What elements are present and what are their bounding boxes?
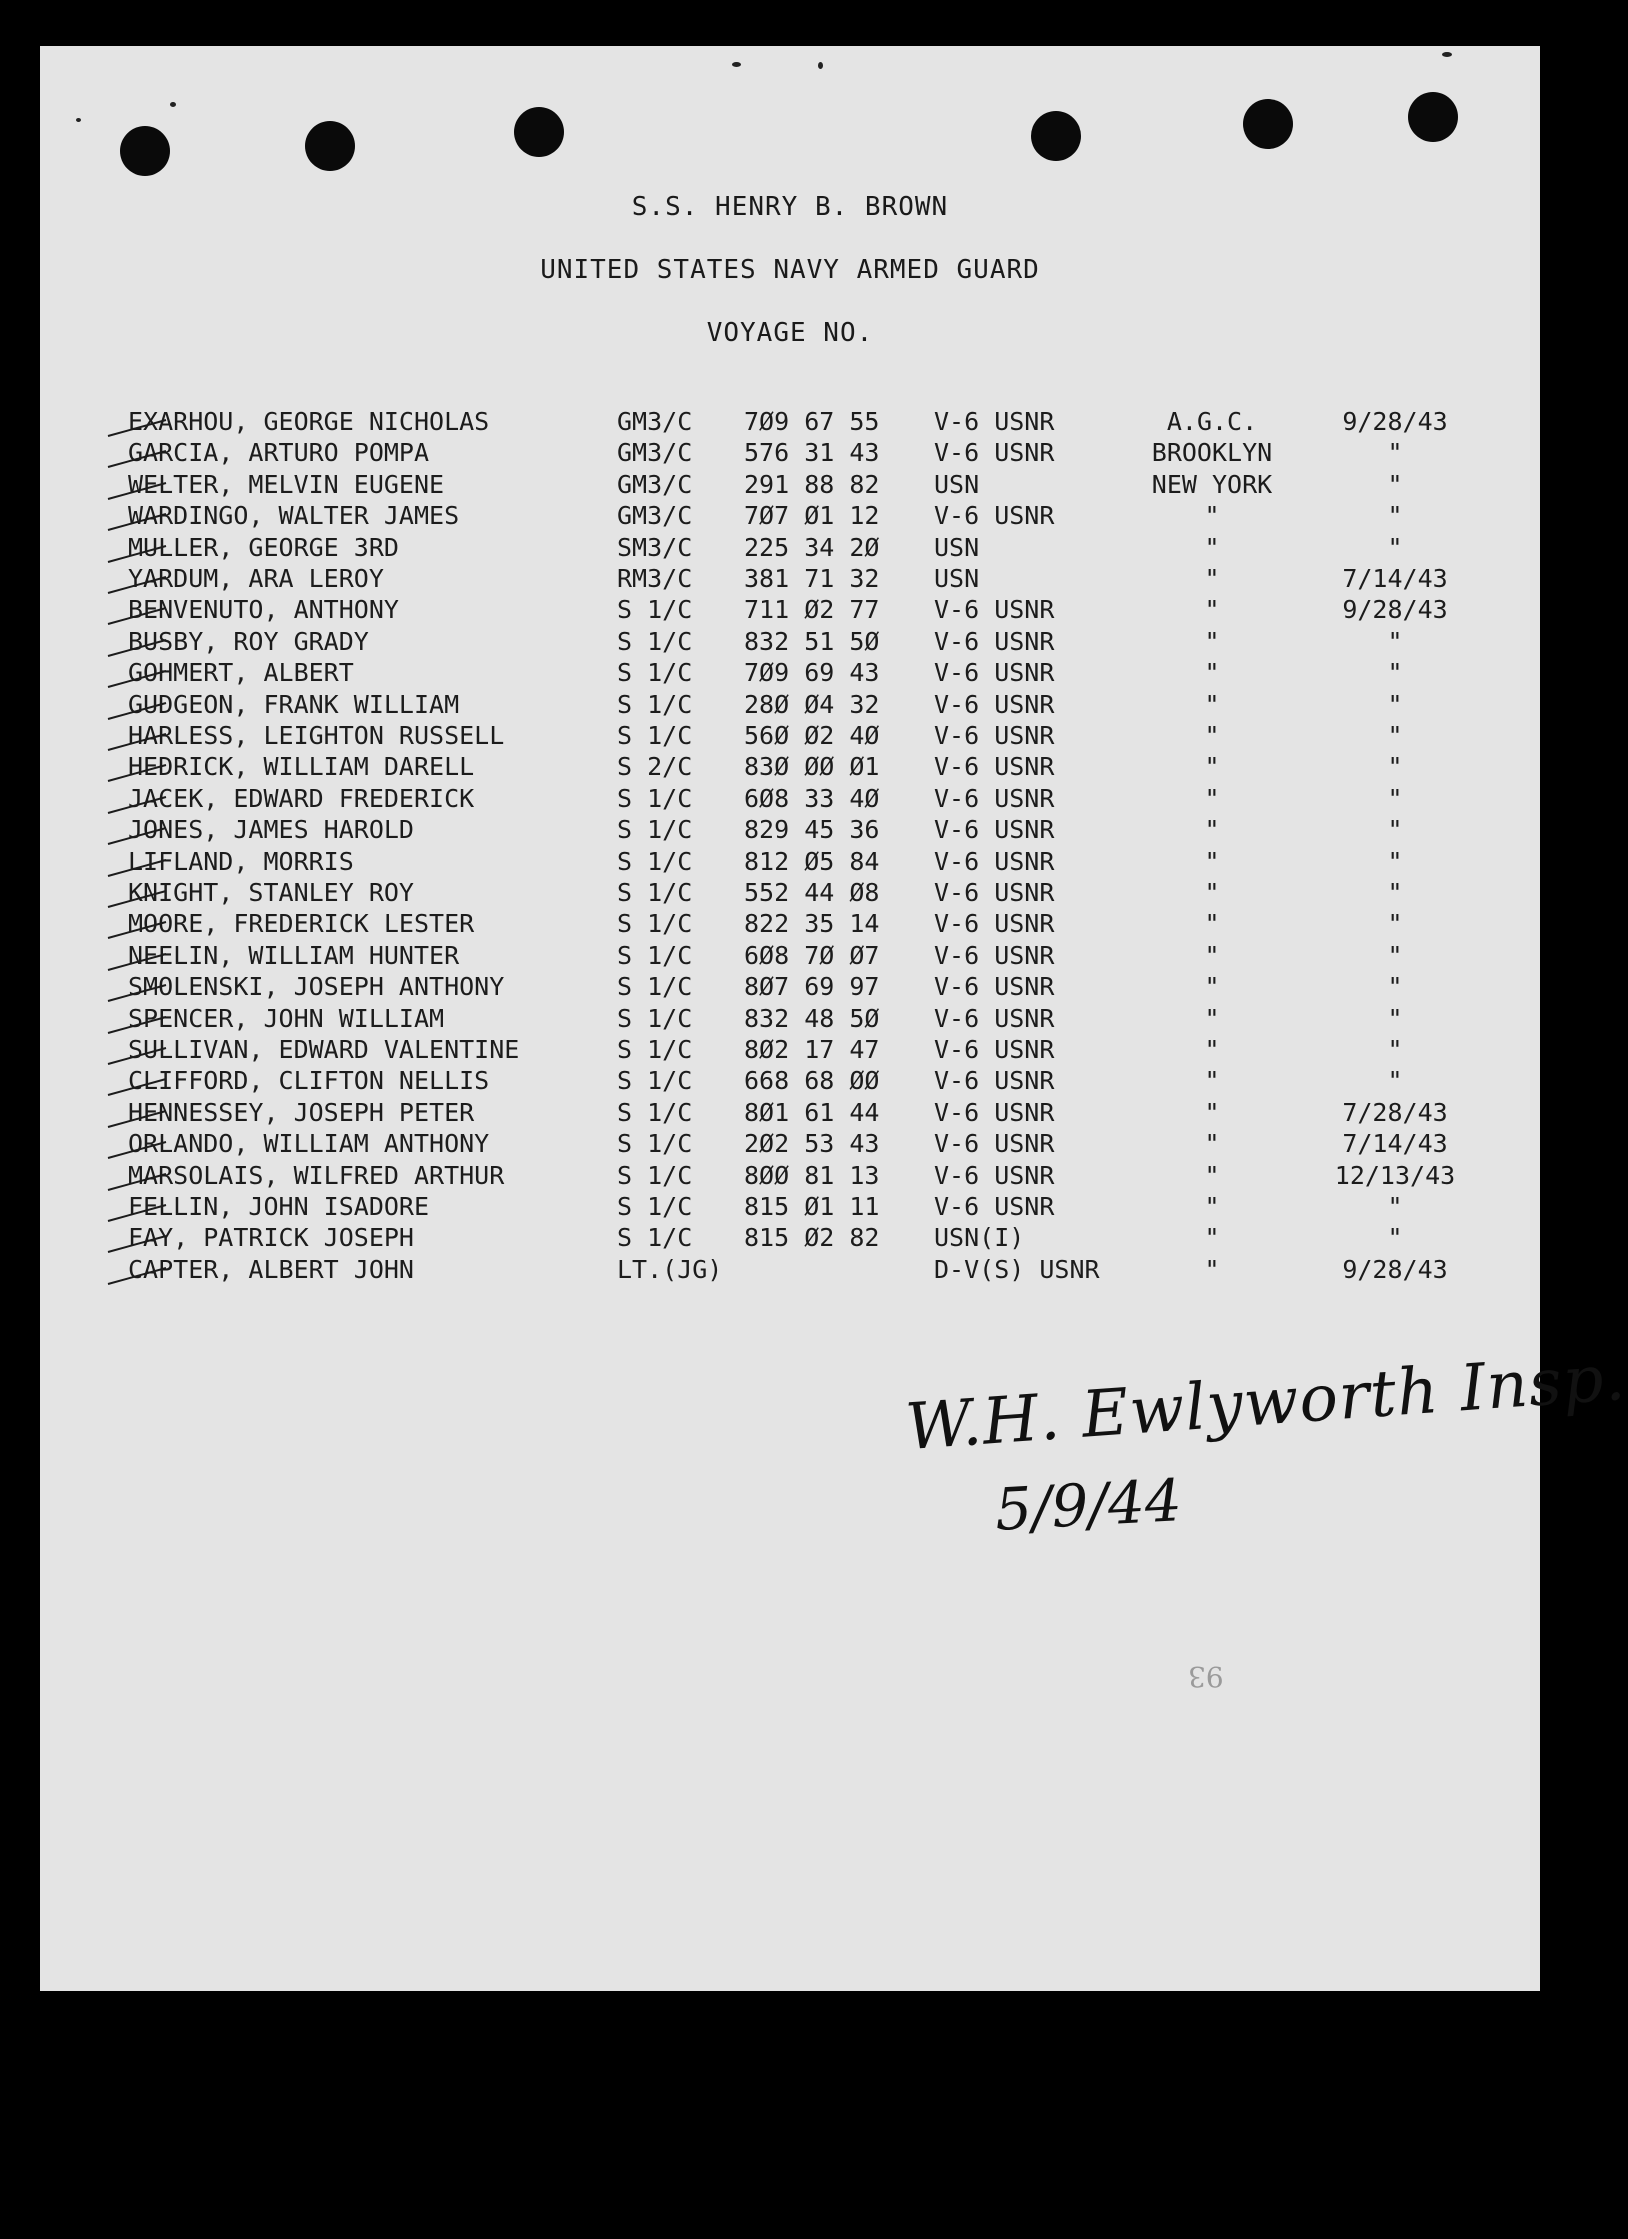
service-number: 8Ø7 69 97	[744, 972, 880, 1002]
receiving-station: "	[1204, 721, 1220, 750]
report-date: 12/13/43	[1334, 1160, 1456, 1190]
roster-row	[40, 657, 1540, 688]
inspector-signature	[903, 1340, 1628, 1656]
service-number: 7Ø9 67 55	[744, 407, 880, 436]
receiving-station: "	[1204, 752, 1220, 782]
receiving-station: "	[1204, 909, 1220, 939]
report-date: "	[1387, 752, 1403, 782]
receiving-station: "	[1204, 1223, 1220, 1253]
report-date: "	[1387, 689, 1403, 719]
receiving-station: "	[1204, 972, 1220, 1002]
service-number: 381 71 32	[744, 564, 880, 593]
crew-rate: S 2/C	[617, 752, 693, 782]
crew-rate: S 1/C	[617, 658, 693, 688]
crew-name: BENVENUTO, ANTHONY	[128, 595, 399, 625]
service-class: V-6 USNR	[934, 658, 1055, 688]
roster-row	[40, 783, 1540, 814]
report-date: 9/28/43	[1342, 595, 1448, 625]
service-number: 711 Ø2 77	[744, 595, 880, 625]
crew-rate: RM3/C	[617, 564, 693, 593]
receiving-station: "	[1204, 815, 1220, 845]
receiving-station: "	[1204, 1192, 1220, 1221]
roster-row	[40, 1128, 1540, 1159]
service-class: USN	[934, 532, 980, 562]
service-number: 6Ø8 7Ø Ø7	[744, 940, 880, 970]
report-date: "	[1387, 846, 1403, 876]
service-class: V-6 USNR	[934, 1097, 1055, 1127]
report-date: "	[1387, 940, 1403, 970]
crew-rate: S 1/C	[617, 1066, 693, 1096]
unit-heading: UNITED STATES NAVY ARMED GUARD	[540, 255, 1040, 285]
roster-row	[40, 469, 1540, 500]
service-number: 576 31 43	[744, 438, 880, 468]
roster-row	[40, 437, 1540, 468]
receiving-station: NEW YORK	[1151, 469, 1273, 499]
crew-name: KNIGHT, STANLEY ROY	[128, 878, 414, 907]
receiving-station: "	[1204, 689, 1220, 719]
service-class: USN	[934, 469, 980, 499]
crew-rate: S 1/C	[617, 595, 693, 625]
crew-rate: S 1/C	[617, 721, 693, 750]
receiving-station: A.G.C.	[1166, 407, 1258, 436]
crew-name: HARLESS, LEIGHTON RUSSELL	[128, 721, 505, 750]
report-date: 7/28/43	[1342, 1097, 1448, 1127]
document-page	[40, 46, 1628, 1991]
service-number: 56Ø Ø2 4Ø	[744, 721, 880, 750]
report-date: 7/14/43	[1342, 1129, 1448, 1159]
crew-name: GARCIA, ARTURO POMPA	[128, 438, 430, 468]
crew-roster	[40, 46, 1540, 1284]
receiving-station: BROOKLYN	[1151, 438, 1273, 468]
crew-name: HEDRICK, WILLIAM DARELL	[128, 752, 475, 782]
roster-row	[40, 1034, 1540, 1065]
receiving-station: "	[1204, 626, 1220, 656]
service-number: 225 34 2Ø	[744, 532, 880, 562]
report-date: "	[1387, 501, 1403, 531]
service-class: V-6 USNR	[934, 1066, 1055, 1096]
crew-rate: GM3/C	[617, 407, 693, 436]
crew-rate: S 1/C	[617, 940, 693, 970]
roster-row	[40, 1254, 1540, 1285]
crew-name: EXARHOU, GEORGE NICHOLAS	[128, 407, 490, 436]
report-date: "	[1387, 469, 1403, 499]
crew-rate: S 1/C	[617, 1003, 693, 1033]
voyage-heading: VOYAGE NO.	[706, 318, 874, 348]
crew-name: MOORE, FREDERICK LESTER	[128, 909, 475, 939]
roster-row	[40, 406, 1540, 437]
crew-name: FAY, PATRICK JOSEPH	[128, 1223, 414, 1253]
report-date: "	[1387, 909, 1403, 939]
service-number: 8Ø1 61 44	[744, 1097, 880, 1127]
service-class: V-6 USNR	[934, 878, 1055, 907]
receiving-station: "	[1204, 1066, 1220, 1096]
roster-row	[40, 594, 1540, 625]
crew-rate: S 1/C	[617, 1223, 693, 1253]
roster-row	[40, 1003, 1540, 1034]
service-class: V-6 USNR	[934, 783, 1055, 813]
service-number: 812 Ø5 84	[744, 846, 880, 876]
signature-name: W.H. Ewlyworth Insp.	[903, 1340, 1628, 1466]
roster-row	[40, 720, 1540, 751]
crew-rate: S 1/C	[617, 1035, 693, 1064]
crew-rate: GM3/C	[617, 438, 693, 468]
report-date: "	[1387, 972, 1403, 1002]
ship-name-heading: S.S. HENRY B. BROWN	[631, 192, 949, 222]
crew-rate: S 1/C	[617, 689, 693, 719]
service-number: 291 88 82	[744, 469, 880, 499]
crew-name: CLIFFORD, CLIFTON NELLIS	[128, 1066, 490, 1096]
receiving-station: "	[1204, 940, 1220, 970]
report-date: "	[1387, 878, 1403, 907]
crew-rate: LT.(JG)	[617, 1254, 723, 1284]
receiving-station: "	[1204, 1035, 1220, 1064]
receiving-station: "	[1204, 1003, 1220, 1033]
receiving-station: "	[1204, 1097, 1220, 1127]
report-date: "	[1387, 1066, 1403, 1096]
crew-name: NEELIN, WILLIAM HUNTER	[128, 940, 460, 970]
service-class: V-6 USNR	[934, 407, 1055, 436]
service-class: V-6 USNR	[934, 1003, 1055, 1033]
roster-row	[40, 940, 1540, 971]
crew-name: CAPTER, ALBERT JOHN	[128, 1254, 414, 1284]
receiving-station: "	[1204, 1254, 1220, 1284]
service-number: 7Ø7 Ø1 12	[744, 501, 880, 531]
report-date: 9/28/43	[1342, 1254, 1448, 1284]
roster-row	[40, 971, 1540, 1002]
service-number: 6Ø8 33 4Ø	[744, 783, 880, 813]
receiving-station: "	[1204, 564, 1220, 593]
service-number: 552 44 Ø8	[744, 878, 880, 907]
service-class: V-6 USNR	[934, 501, 1055, 531]
crew-name: SPENCER, JOHN WILLIAM	[128, 1003, 445, 1033]
roster-row	[40, 1065, 1540, 1096]
service-number: 28Ø Ø4 32	[744, 689, 880, 719]
receiving-station: "	[1204, 783, 1220, 813]
crew-rate: S 1/C	[617, 878, 693, 907]
crew-rate: S 1/C	[617, 783, 693, 813]
crew-rate: S 1/C	[617, 1192, 693, 1221]
roster-row	[40, 1191, 1540, 1222]
service-class: V-6 USNR	[934, 438, 1055, 468]
receiving-station: "	[1204, 658, 1220, 688]
crew-name: HENNESSEY, JOSEPH PETER	[128, 1097, 475, 1127]
service-number: 815 Ø1 11	[744, 1192, 880, 1221]
report-date: "	[1387, 438, 1403, 468]
service-class: V-6 USNR	[934, 1192, 1055, 1221]
roster-row	[40, 908, 1540, 939]
crew-name: JACEK, EDWARD FREDERICK	[128, 783, 475, 813]
roster-row	[40, 846, 1540, 877]
receiving-station: "	[1204, 878, 1220, 907]
crew-rate: S 1/C	[617, 972, 693, 1002]
crew-name: WELTER, MELVIN EUGENE	[128, 469, 445, 499]
receiving-station: "	[1204, 1129, 1220, 1159]
roster-row	[40, 563, 1540, 594]
service-class: V-6 USNR	[934, 972, 1055, 1002]
service-number: 2Ø2 53 43	[744, 1129, 880, 1159]
crew-rate: S 1/C	[617, 1129, 693, 1159]
crew-rate: S 1/C	[617, 626, 693, 656]
receiving-station: "	[1204, 846, 1220, 876]
report-date: "	[1387, 658, 1403, 688]
service-class: USN	[934, 564, 980, 593]
report-date: "	[1387, 1192, 1403, 1221]
crew-rate: S 1/C	[617, 909, 693, 939]
service-number: 668 68 ØØ	[744, 1066, 880, 1096]
service-class: V-6 USNR	[934, 595, 1055, 625]
service-class: V-6 USNR	[934, 1035, 1055, 1064]
crew-name: GOHMERT, ALBERT	[128, 658, 354, 688]
crew-rate: S 1/C	[617, 846, 693, 876]
roster-row	[40, 814, 1540, 845]
receiving-station: "	[1204, 501, 1220, 531]
crew-rate: GM3/C	[617, 501, 693, 531]
crew-name: BUSBY, ROY GRADY	[128, 626, 369, 656]
service-number: 829 45 36	[744, 815, 880, 845]
roster-row	[40, 532, 1540, 563]
crew-rate: GM3/C	[617, 469, 693, 499]
report-date: 7/14/43	[1342, 564, 1448, 593]
service-number: 8ØØ 81 13	[744, 1160, 880, 1190]
service-number: 7Ø9 69 43	[744, 658, 880, 688]
report-date: "	[1387, 1223, 1403, 1253]
receiving-station: "	[1204, 532, 1220, 562]
service-class: V-6 USNR	[934, 626, 1055, 656]
signature-date: 5/9/44	[993, 1466, 1184, 1544]
roster-row	[40, 689, 1540, 720]
service-class: V-6 USNR	[934, 721, 1055, 750]
crew-name: ORLANDO, WILLIAM ANTHONY	[128, 1129, 490, 1159]
service-class: V-6 USNR	[934, 909, 1055, 939]
service-class: USN(I)	[934, 1223, 1025, 1253]
service-number: 832 51 5Ø	[744, 626, 880, 656]
report-date: "	[1387, 783, 1403, 813]
roster-row	[40, 1097, 1540, 1128]
page-stamp-number: 93	[1188, 1660, 1224, 1693]
service-number: 832 48 5Ø	[744, 1003, 880, 1033]
crew-rate: S 1/C	[617, 1097, 693, 1127]
roster-row	[40, 877, 1540, 908]
crew-rate: SM3/C	[617, 532, 693, 562]
report-date: "	[1387, 721, 1403, 750]
service-class: V-6 USNR	[934, 815, 1055, 845]
roster-row	[40, 1222, 1540, 1253]
report-date: "	[1387, 532, 1403, 562]
service-class: V-6 USNR	[934, 1129, 1055, 1159]
roster-row	[40, 1160, 1540, 1191]
crew-rate: S 1/C	[617, 815, 693, 845]
service-class: V-6 USNR	[934, 1160, 1055, 1190]
roster-row	[40, 751, 1540, 782]
crew-name: MULLER, GEORGE 3RD	[128, 532, 399, 562]
crew-name: MARSOLAIS, WILFRED ARTHUR	[128, 1160, 505, 1190]
roster-row	[40, 500, 1540, 531]
service-class: V-6 USNR	[934, 846, 1055, 876]
crew-name: GUDGEON, FRANK WILLIAM	[128, 689, 460, 719]
service-class: V-6 USNR	[934, 940, 1055, 970]
crew-name: SMOLENSKI, JOSEPH ANTHONY	[128, 972, 505, 1002]
receiving-station: "	[1204, 1160, 1220, 1190]
service-number: 8Ø2 17 47	[744, 1035, 880, 1064]
crew-name: WARDINGO, WALTER JAMES	[128, 501, 460, 531]
crew-name: LIFLAND, MORRIS	[128, 846, 354, 876]
receiving-station: "	[1204, 595, 1220, 625]
report-date: 9/28/43	[1342, 407, 1448, 436]
report-date: "	[1387, 626, 1403, 656]
crew-name: YARDUM, ARA LEROY	[128, 564, 384, 593]
crew-name: SULLIVAN, EDWARD VALENTINE	[128, 1035, 520, 1064]
crew-name: JONES, JAMES HAROLD	[128, 815, 414, 845]
report-date: "	[1387, 815, 1403, 845]
service-class: V-6 USNR	[934, 752, 1055, 782]
service-class: V-6 USNR	[934, 689, 1055, 719]
service-number: 822 35 14	[744, 909, 880, 939]
crew-name: FELLIN, JOHN ISADORE	[128, 1192, 430, 1221]
service-class: D-V(S) USNR	[934, 1254, 1100, 1284]
service-number: 815 Ø2 82	[744, 1223, 880, 1253]
roster-row	[40, 626, 1540, 657]
report-date: "	[1387, 1003, 1403, 1033]
report-date: "	[1387, 1035, 1403, 1064]
service-number: 83Ø ØØ Ø1	[744, 752, 880, 782]
crew-rate: S 1/C	[617, 1160, 693, 1190]
